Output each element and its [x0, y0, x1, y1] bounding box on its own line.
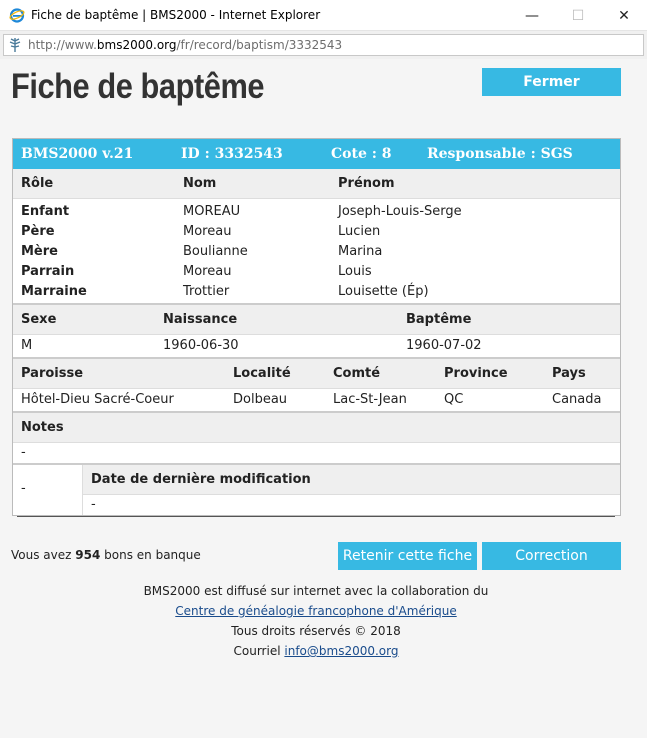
modification-label: Date de dernière modification	[91, 472, 311, 487]
internet-explorer-icon	[9, 7, 25, 23]
url-path: /fr/record/baptism/3332543	[176, 38, 343, 52]
col-comte: Comté	[333, 366, 381, 381]
col-sexe: Sexe	[21, 312, 57, 327]
page-content	[0, 59, 647, 738]
nom-cell: Moreau	[183, 264, 232, 279]
divider	[17, 516, 615, 517]
modification-value: -	[91, 497, 96, 512]
notes-label: Notes	[21, 420, 64, 435]
notes-value-row	[13, 443, 620, 463]
role-cell: Marraine	[21, 284, 87, 299]
notes-value: -	[21, 445, 26, 460]
pays-value: Canada	[552, 392, 602, 407]
correction-button[interactable]: Correction	[482, 542, 621, 570]
window-titlebar	[0, 0, 647, 31]
window-title: Fiche de baptême | BMS2000 - Internet Explorer	[31, 8, 321, 22]
maximize-button[interactable]: ☐	[571, 7, 585, 24]
prenom-cell: Louisette (Ép)	[338, 284, 429, 299]
role-cell: Parrain	[21, 264, 75, 279]
site-favicon-icon	[7, 37, 23, 53]
prenom-cell: Louis	[338, 264, 372, 279]
people-section	[13, 169, 620, 303]
prenom-cell: Joseph-Louis-Serge	[338, 204, 462, 219]
footer	[0, 581, 632, 661]
person-row-marraine	[13, 282, 620, 302]
col-pays: Pays	[552, 366, 586, 381]
birth-values	[13, 335, 620, 357]
page-title: Fiche de baptême	[11, 67, 265, 106]
place-header	[13, 359, 620, 389]
person-row-mere	[13, 242, 620, 262]
col-localite: Localité	[233, 366, 291, 381]
place-section	[13, 357, 620, 411]
retain-record-button[interactable]: Retenir cette fiche	[338, 542, 477, 570]
naissance-value: 1960-06-30	[163, 338, 239, 353]
localite-value: Dolbeau	[233, 392, 288, 407]
modification-header	[83, 465, 620, 495]
bank-count: 954	[75, 548, 101, 562]
url-field[interactable]	[3, 34, 644, 56]
bank-suffix: bons en banque	[104, 548, 201, 562]
nom-cell: MOREAU	[183, 204, 241, 219]
nom-cell: Moreau	[183, 224, 232, 239]
col-nom: Nom	[183, 176, 217, 191]
baptism-record	[12, 138, 621, 516]
province-value: QC	[444, 392, 464, 407]
sexe-value: M	[21, 338, 33, 353]
person-row-enfant	[13, 202, 620, 222]
notes-section	[13, 411, 620, 463]
modification-left-cell	[13, 465, 83, 515]
birth-section	[13, 303, 620, 357]
footer-line1: BMS2000 est diffusé sur internet avec la collaboration du	[143, 584, 489, 598]
bank-balance	[11, 548, 201, 562]
person-row-pere	[13, 222, 620, 242]
prenom-cell: Lucien	[338, 224, 381, 239]
record-responsable: Responsable : SGS	[427, 146, 573, 162]
close-window-button[interactable]: ✕	[618, 7, 630, 24]
minimize-button[interactable]: —	[525, 7, 539, 24]
col-bapteme: Baptême	[406, 312, 472, 327]
record-id: ID : 3332543	[181, 146, 283, 162]
paroisse-value: Hôtel-Dieu Sacré-Coeur	[21, 392, 174, 407]
bank-prefix: Vous avez	[11, 548, 72, 562]
birth-header	[13, 305, 620, 335]
person-row-parrain	[13, 262, 620, 282]
url-text	[28, 38, 342, 52]
col-prenom: Prénom	[338, 176, 395, 191]
address-bar	[0, 31, 647, 59]
prenom-cell: Marina	[338, 244, 383, 259]
record-version: BMS2000 v.21	[21, 146, 134, 162]
url-host: bms2000.org	[96, 38, 177, 52]
role-cell: Mère	[21, 244, 58, 259]
modification-section	[13, 463, 620, 515]
contact-prefix: Courriel	[233, 644, 281, 658]
nom-cell: Trottier	[183, 284, 230, 299]
nom-cell: Boulianne	[183, 244, 248, 259]
notes-header	[13, 413, 620, 443]
comte-value: Lac-St-Jean	[333, 392, 407, 407]
record-cote: Cote : 8	[331, 146, 392, 162]
col-role: Rôle	[21, 176, 54, 191]
window-controls	[509, 0, 647, 31]
people-header	[13, 169, 620, 199]
place-values	[13, 389, 620, 411]
modification-value-row	[83, 495, 620, 515]
footer-contact	[0, 641, 632, 661]
col-paroisse: Paroisse	[21, 366, 84, 381]
role-cell: Père	[21, 224, 55, 239]
role-cell: Enfant	[21, 204, 70, 219]
modification-left-value: -	[21, 481, 26, 496]
bapteme-value: 1960-07-02	[406, 338, 482, 353]
cgfa-link[interactable]: Centre de généalogie francophone d'Amérique	[175, 604, 457, 618]
col-naissance: Naissance	[163, 312, 238, 327]
close-record-button[interactable]: Fermer	[482, 68, 621, 96]
record-header	[13, 139, 620, 169]
url-prefix: http://www.	[28, 38, 97, 52]
col-province: Province	[444, 366, 508, 381]
email-link[interactable]: info@bms2000.org	[284, 644, 399, 658]
footer-copyright: Tous droits réservés © 2018	[231, 624, 401, 638]
